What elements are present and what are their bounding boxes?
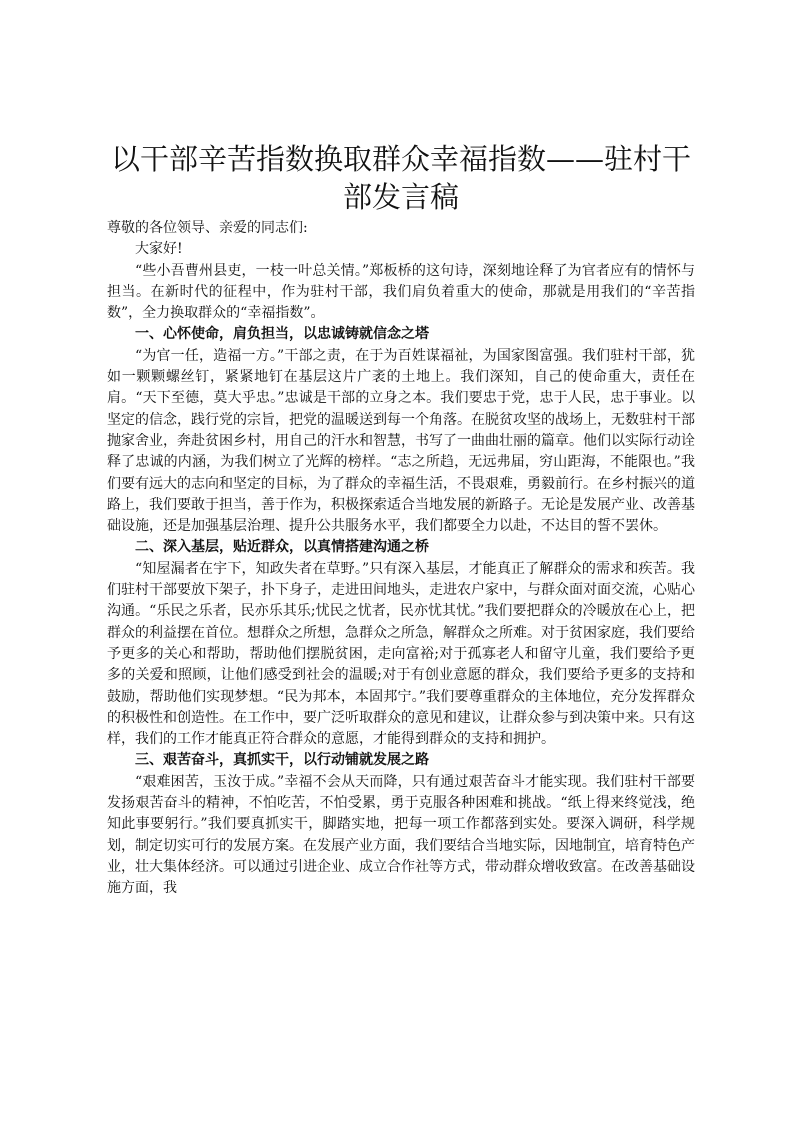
section-paragraph-3: “艰难困苦，玉汝于成。”幸福不会从天而降，只有通过艰苦奋斗才能实现。我们驻村干部要发扬艰苦奋斗的精神，不怕吃苦，不怕受累，勇于克服各种困难和挑战。“纸上得来终觉浅，绝知此事要躬行。”我们要真抓实干，脚踏实地，把每一项工作都落到实处。要深入调研，科学规划，制定切实可行的发展方案。在发展产业方面，我们要结合当地实际，因地制宜，培育特色产业，壮大集体经济。可以通过引进企业、成立合作社等方式，带动群众增收致富。在改善基础设施方面，我 <box>107 773 695 897</box>
section-heading-1: 一、心怀使命，肩负担当，以忠诚铸就信念之塔 <box>135 326 429 343</box>
intro-paragraph: “些小吾曹州县吏，一枝一叶总关情。”郑板桥的这句诗，深刻地诠释了为官者应有的情怀与担当。在新时代的征程中，作为驻村干部，我们肩负着重大的使命，那就是用我们的“辛苦指数”，全力换取群众的“幸福指数”。 <box>107 262 695 322</box>
section-heading-3: 三、艰苦奋斗，真抓实干，以行动铺就发展之路 <box>135 752 429 769</box>
greeting: 大家好! <box>135 241 183 258</box>
section-heading-2: 二、深入基层，贴近群众，以真情搭建沟通之桥 <box>135 539 429 556</box>
document-page <box>107 0 695 900</box>
section-paragraph-1: “为官一任，造福一方。”干部之责，在于为百姓谋福祉，为国家图富强。我们驻村干部，犹如一颗颗螺丝钉，紧紧地钉在基层这片广袤的土地上。我们深知，自己的使命重大，责任在肩。“天下至德，莫大乎忠。”忠诚是干部的立身之本。我们要忠于党，忠于人民，忠于事业。以坚定的信念，践行党的宗旨，把党的温暖送到每一个角落。在脱贫攻坚的战场上，无数驻村干部抛家舍业，奔赴贫困乡村，用自己的汗水和智慧，书写了一曲曲壮丽的篇章。他们以实际行动诠释了忠诚的内涵，为我们树立了光辉的榜样。“志之所趋，无远弗届，穷山距海，不能限也。”我们要有远大的志向和坚定的目标，为了群众的幸福生活，不畏艰难，勇毅前行。在乡村振兴的道路上，我们要敢于担当，善于作为，积极探索适合当地发展的新路子。无论是发展产业、改善基础设施，还是加强基层治理、提升公共服务水平，我们都要全力以赴，不达目的誓不罢休。 <box>107 347 695 535</box>
section-paragraph-2: “知屋漏者在宇下，知政失者在草野。”只有深入基层，才能真正了解群众的需求和疾苦。我们驻村干部要放下架子，扑下身子，走进田间地头，走进农户家中，与群众面对面交流，心贴心沟通。“乐民之乐者，民亦乐其乐;忧民之忧者，民亦忧其忧。”我们要把群众的冷暖放在心上，把群众的利益摆在首位。想群众之所想，急群众之所急，解群众之所难。对于贫困家庭，我们要给予更多的关心和帮助，帮助他们摆脱贫困，走向富裕;对于孤寡老人和留守儿童，我们要给予更多的关爱和照顾，让他们感受到社会的温暖;对于有创业意愿的群众，我们要给予更多的支持和鼓励，帮助他们实现梦想。“民为邦本，本固邦宁。”我们要尊重群众的主体地位，充分发挥群众的积极性和创造性。在工作中，要广泛听取群众的意见和建议，让群众参与到决策中来。只有这样，我们的工作才能真正符合群众的意愿，才能得到群众的支持和拥护。 <box>107 560 695 748</box>
salutation: 尊敬的各位领导、亲爱的同志们: <box>107 220 308 236</box>
document-title: 以干部辛苦指数换取群众幸福指数——驻村干部发言稿 <box>110 142 691 214</box>
